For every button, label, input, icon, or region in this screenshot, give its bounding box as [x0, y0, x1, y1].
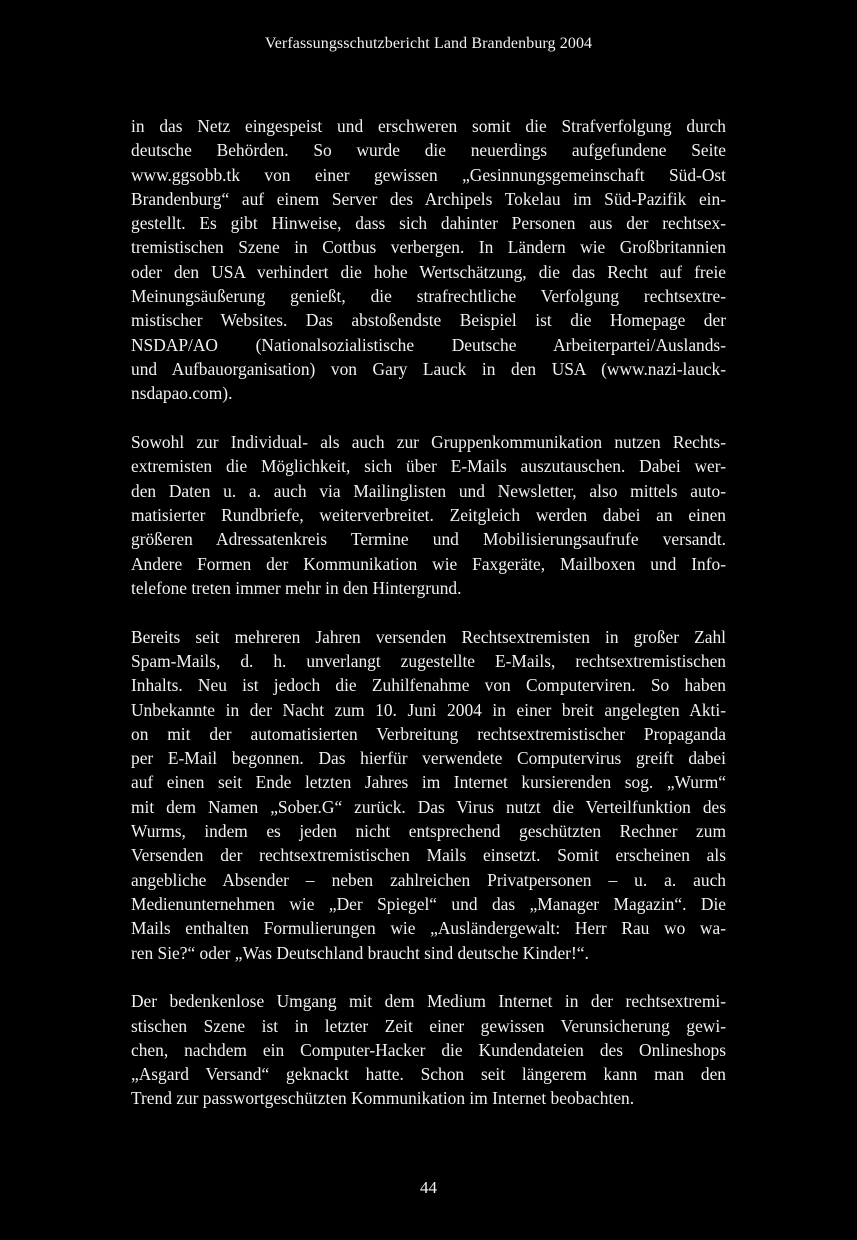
- text-line: Bereits seit mehreren Jahren versenden Rechtsextremisten in großer Zahl: [131, 626, 726, 647]
- text-line: Sowohl zur Individual- als auch zur Gruppenkommunikation nutzen Rechts-: [131, 432, 726, 453]
- text-line: deutsche Behörden. So wurde die neuerdings aufgefundene Seite: [131, 140, 726, 161]
- paragraph: [131, 989, 726, 1110]
- text-line: Versenden der rechtsextremistischen Mails einsetzt. Somit erscheinen als: [131, 845, 726, 866]
- text-line: chen, nachdem ein Computer-Hacker die Kundendateien des Onlineshops: [131, 1039, 726, 1060]
- text-line: „Asgard Versand“ geknackt hatte. Schon seit längerem kann man den: [131, 1064, 726, 1085]
- text-line: Der bedenkenlose Umgang mit dem Medium Internet in der rechtsextremi-: [131, 991, 726, 1012]
- text-line: in das Netz eingespeist und erschweren somit die Strafverfolgung durch: [131, 116, 726, 136]
- text-line: tremistischen Szene in Cottbus verbergen. In Ländern wie Großbritannien: [131, 237, 726, 258]
- text-line: NSDAP/AO (Nationalsozialistische Deutsche Arbeiterpartei/Auslands-: [131, 334, 726, 355]
- text-line: matisierter Rundbriefe, weiterverbreitet. Zeitgleich werden dabei an einen: [131, 504, 726, 525]
- paragraph: [131, 625, 726, 965]
- text-line: stischen Szene ist in letzter Zeit einer gewissen Verunsicherung gewi-: [131, 1015, 726, 1036]
- text-line: mit dem Namen „Sober.G“ zurück. Das Virus nutzt die Verteilfunktion des: [131, 796, 726, 817]
- text-line: Brandenburg“ auf einem Server des Archipels Tokelau im Süd-Pazifik ein-: [131, 188, 726, 209]
- text-line: Spam-Mails, d. h. unverlangt zugestellte E-Mails, rechtsextremistischen: [131, 650, 726, 671]
- text-line: oder den USA verhindert die hohe Wertschätzung, die das Recht auf freie: [131, 261, 726, 282]
- paragraph: [131, 114, 726, 406]
- text-line: Trend zur passwortgeschützten Kommunikation im Internet beobachten.: [131, 1088, 635, 1109]
- text-line: extremisten die Möglichkeit, sich über E-Mails auszutauschen. Dabei wer-: [131, 456, 726, 477]
- text-line: Wurms, indem es jeden nicht entsprechend geschützten Rechner zum: [131, 821, 726, 842]
- text-line: gestellt. Es gibt Hinweise, dass sich dahinter Personen aus der rechtsex-: [131, 213, 726, 234]
- text-line: Mails enthalten Formulierungen wie „Ausländergewalt: Herr Rau wo wa-: [131, 918, 726, 939]
- text-line: nsdapao.com).: [131, 383, 233, 404]
- text-line: angebliche Absender – neben zahlreichen Privatpersonen – u. a. auch: [131, 869, 726, 890]
- text-line: ren Sie?“ oder „Was Deutschland braucht sind deutsche Kinder!“.: [131, 942, 589, 963]
- text-line: Andere Formen der Kommunikation wie Faxgeräte, Mailboxen und Info-: [131, 553, 726, 574]
- text-line: und Aufbauorganisation) von Gary Lauck in den USA (www.nazi-lauck-: [131, 358, 726, 379]
- text-line: Inhalts. Neu ist jedoch die Zuhilfenahme von Computerviren. So haben: [131, 675, 726, 696]
- text-line: größeren Adressatenkreis Termine und Mobilisierungsaufrufe versandt.: [131, 529, 726, 550]
- text-line: per E-Mail begonnen. Das hierfür verwendete Computervirus greift dabei: [131, 748, 726, 769]
- body-text: [131, 114, 726, 1135]
- text-line: www.ggsobb.tk von einer gewissen „Gesinnungsgemeinschaft Süd-Ost: [131, 164, 726, 185]
- text-line: den Daten u. a. auch via Mailinglisten und Newsletter, also mittels auto-: [131, 480, 726, 501]
- text-line: telefone treten immer mehr in den Hintergrund.: [131, 577, 462, 598]
- running-header: Verfassungsschutzbericht Land Brandenburg 2004: [264, 35, 593, 52]
- text-line: Medienunternehmen wie „Der Spiegel“ und das „Manager Magazin“. Die: [131, 893, 726, 914]
- text-line: mistischer Websites. Das abstoßendste Beispiel ist die Homepage der: [131, 310, 726, 331]
- text-line: Unbekannte in der Nacht zum 10. Juni 2004 in einer breit angelegten Akti-: [131, 699, 726, 720]
- text-line: on mit der automatisierten Verbreitung rechtsextremistischer Propaganda: [131, 723, 726, 744]
- text-line: Meinungsäußerung genießt, die strafrechtliche Verfolgung rechtsextre-: [131, 286, 726, 307]
- page-number: 44: [420, 1178, 437, 1197]
- text-line: auf einen seit Ende letzten Jahres im Internet kursierenden sog. „Wurm“: [131, 772, 726, 793]
- paragraph: [131, 430, 726, 600]
